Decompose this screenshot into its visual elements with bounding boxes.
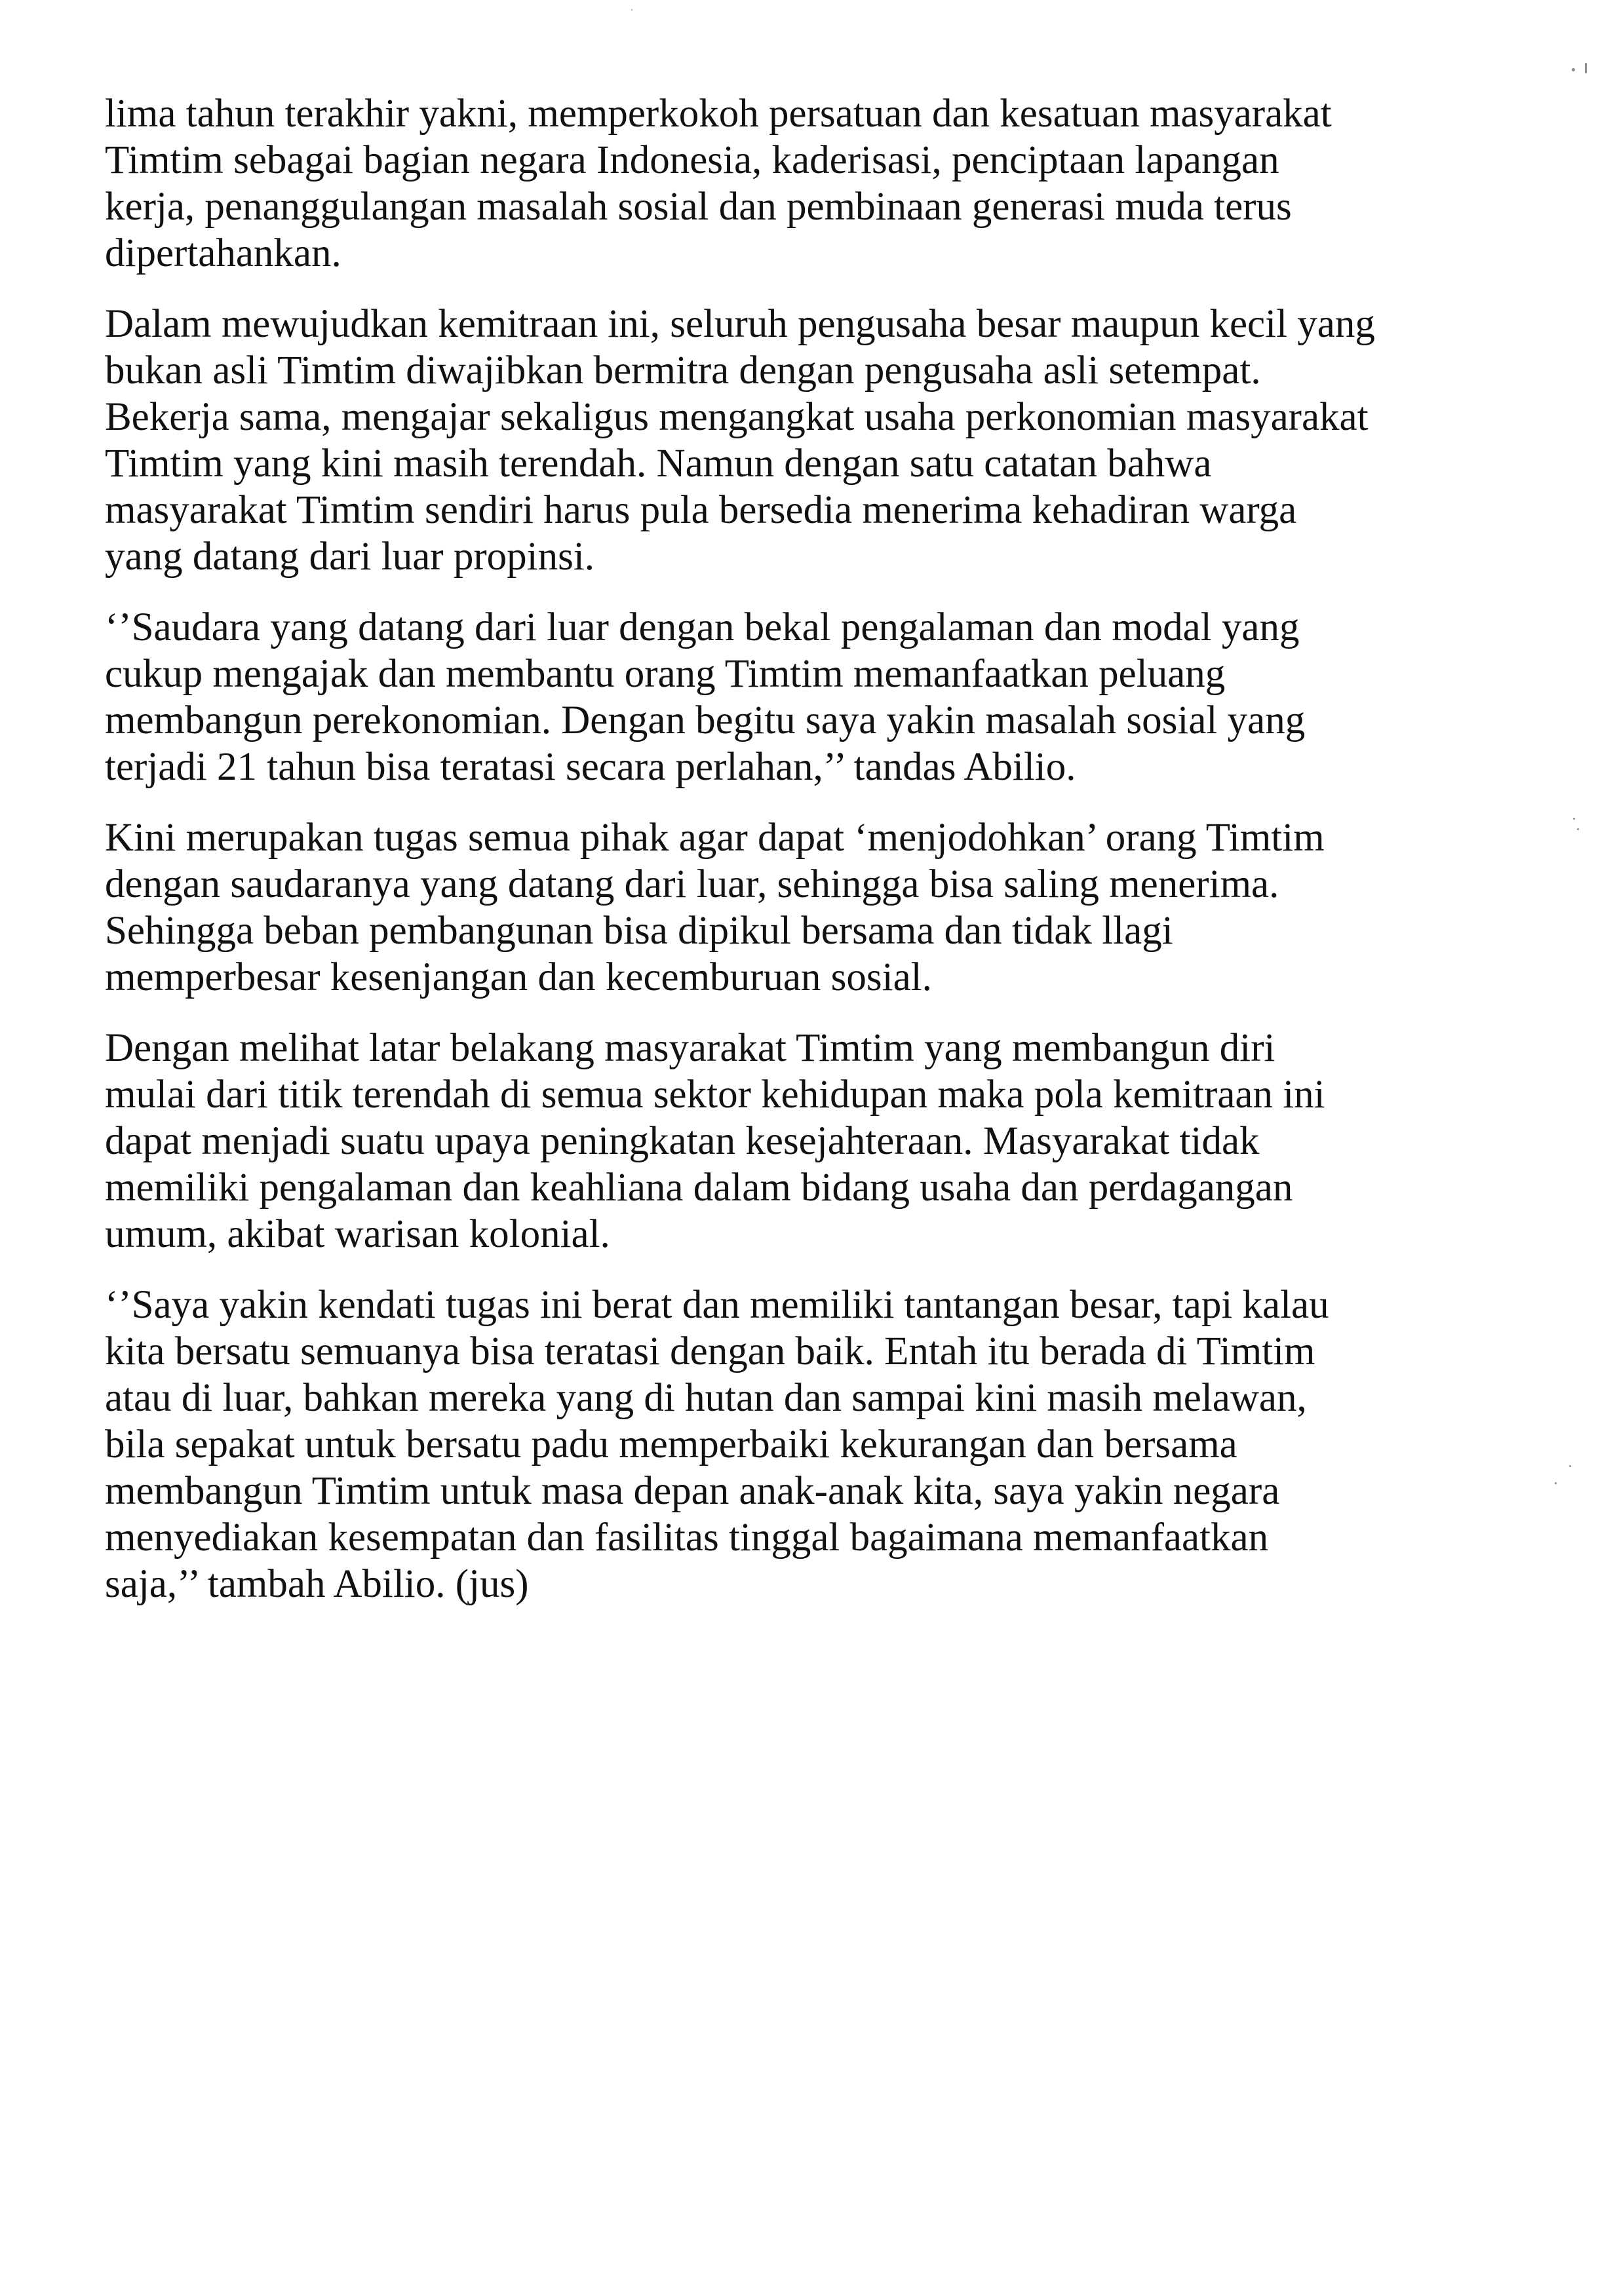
- text-line: mulai dari titik terendah di semua sektor kehidupan maka pola kemitraan ini: [105, 1073, 1325, 1117]
- text-line: Dengan melihat latar belakang masyarakat Timtim yang membangun diri: [105, 1026, 1275, 1070]
- text-line: Timtim sebagai bagian negara Indonesia, kaderisasi, penciptaan lapangan: [105, 138, 1279, 182]
- text-line: cukup mengajak dan membantu orang Timtim memanfaatkan peluang: [105, 652, 1226, 696]
- text-line: membangun Timtim untuk masa depan anak-anak kita, saya yakin negara: [105, 1469, 1280, 1513]
- text-line: Sehingga beban pembangunan bisa dipikul bersama dan tidak llagi: [105, 909, 1173, 953]
- paragraph-4: [105, 814, 1534, 1001]
- text-line: terjadi 21 tahun bisa teratasi secara perlahan,’’ tandas Abilio.: [105, 745, 1076, 789]
- text-line: membangun perekonomian. Dengan begitu saya yakin masalah sosial yang: [105, 698, 1306, 742]
- text-line: dipertahankan.: [105, 231, 341, 275]
- scan-speck: [631, 9, 632, 10]
- paragraph-3: [105, 604, 1534, 790]
- text-line: memiliki pengalaman dan keahliana dalam bidang usaha dan perdagangan: [105, 1166, 1293, 1210]
- text-line: kerja, penanggulangan masalah sosial dan pembinaan generasi muda terus: [105, 185, 1292, 229]
- text-line: kita bersatu semuanya bisa teratasi dengan baik. Entah itu berada di Timtim: [105, 1330, 1315, 1373]
- article-body: [105, 90, 1534, 1632]
- text-line: lima tahun terakhir yakni, memperkokoh persatuan dan kesatuan masyarakat: [105, 92, 1332, 136]
- scan-speck: [1572, 68, 1575, 71]
- text-line: dapat menjadi suatu upaya peningkatan kesejahteraan. Masyarakat tidak: [105, 1119, 1260, 1163]
- scan-speck: [1569, 1465, 1571, 1467]
- scan-speck: [1585, 63, 1587, 73]
- text-line: Kini merupakan tugas semua pihak agar dapat ‘menjodohkan’ orang Timtim: [105, 816, 1325, 860]
- text-line: Timtim yang kini masih terendah. Namun dengan satu catatan bahwa: [105, 442, 1212, 486]
- text-line: bukan asli Timtim diwajibkan bermitra dengan pengusaha asli setempat.: [105, 349, 1261, 392]
- text-line: yang datang dari luar propinsi.: [105, 535, 595, 579]
- text-line: masyarakat Timtim sendiri harus pula bersedia menerima kehadiran warga: [105, 488, 1297, 532]
- text-line: Dalam mewujudkan kemitraan ini, seluruh pengusaha besar maupun kecil yang: [105, 302, 1375, 346]
- text-line: memperbesar kesenjangan dan kecemburuan sosial.: [105, 955, 932, 999]
- scan-speck: [1577, 828, 1579, 830]
- scan-speck: [1555, 1482, 1557, 1484]
- paragraph-5: [105, 1025, 1534, 1257]
- text-line: atau di luar, bahkan mereka yang di hutan dan sampai kini masih melawan,: [105, 1376, 1307, 1420]
- text-line: Bekerja sama, mengajar sekaligus mengangkat usaha perkonomian masyarakat: [105, 395, 1369, 439]
- scan-speck: [1573, 818, 1575, 820]
- paragraph-6: [105, 1282, 1534, 1607]
- text-line: bila sepakat untuk bersatu padu memperbaiki kekurangan dan bersama: [105, 1423, 1237, 1466]
- paragraph-1: [105, 90, 1534, 277]
- text-line: menyediakan kesempatan dan fasilitas tinggal bagaimana memanfaatkan: [105, 1516, 1269, 1559]
- text-line: umum, akibat warisan kolonial.: [105, 1212, 610, 1256]
- paragraph-2: [105, 301, 1534, 580]
- text-line: dengan saudaranya yang datang dari luar, sehingga bisa saling menerima.: [105, 862, 1279, 906]
- text-line: ‘’Saudara yang datang dari luar dengan bekal pengalaman dan modal yang: [105, 605, 1300, 649]
- text-line: saja,’’ tambah Abilio. (jus): [105, 1562, 529, 1606]
- text-line: ‘’Saya yakin kendati tugas ini berat dan memiliki tantangan besar, tapi kalau: [105, 1283, 1329, 1327]
